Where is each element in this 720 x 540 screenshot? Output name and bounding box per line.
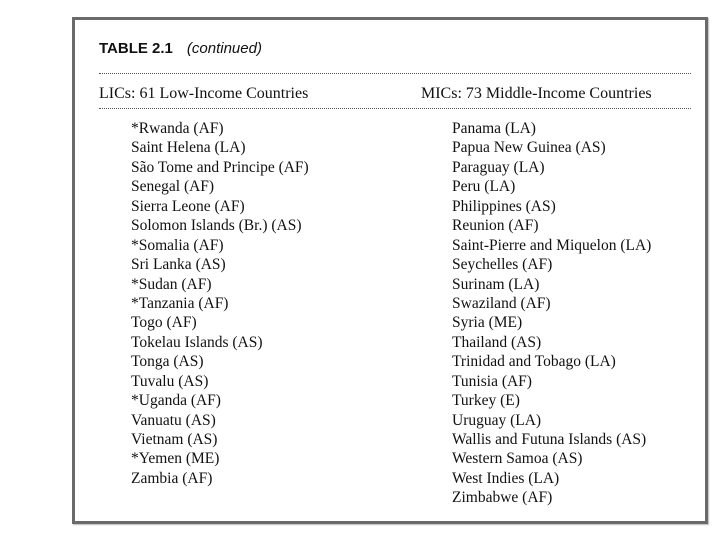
country-item: Sri Lanka (AS) xyxy=(131,256,226,274)
top-divider xyxy=(99,73,691,74)
country-item: *Somalia (AF) xyxy=(131,236,224,254)
country-item: São Tome and Principe (AF) xyxy=(131,158,309,176)
country-item: Tonga (AS) xyxy=(131,353,204,371)
country-item: Zambia (AF) xyxy=(131,469,213,487)
country-item: Solomon Islands (Br.) (AS) xyxy=(131,217,302,235)
lic-header: LICs: 61 Low-Income Countries xyxy=(99,85,309,102)
country-item: Zimbabwe (AF) xyxy=(452,489,553,507)
country-item: Western Samoa (AS) xyxy=(452,450,583,468)
country-item: Reunion (AF) xyxy=(452,217,539,235)
table-note: (continued) xyxy=(186,40,262,57)
country-item: *Tanzania (AF) xyxy=(131,294,229,312)
table-title xyxy=(99,40,262,57)
country-item: *Uganda (AF) xyxy=(131,392,221,410)
country-item: Thailand (AS) xyxy=(452,333,542,351)
country-item: *Yemen (ME) xyxy=(131,450,220,468)
country-item: *Rwanda (AF) xyxy=(131,120,224,137)
header-divider xyxy=(99,108,691,109)
country-item: Senegal (AF) xyxy=(131,178,215,196)
country-item: *Sudan (AF) xyxy=(131,275,212,293)
country-item: Paraguay (LA) xyxy=(452,158,545,176)
mic-list xyxy=(452,119,651,508)
country-item: Turkey (E) xyxy=(452,392,520,410)
country-item: Panama (LA) xyxy=(452,120,536,137)
country-item: West Indies (LA) xyxy=(452,469,560,487)
country-item: Swaziland (AF) xyxy=(452,294,551,312)
country-item: Vanuatu (AS) xyxy=(131,411,216,429)
country-item: Papua New Guinea (AS) xyxy=(452,139,606,157)
country-item: Wallis and Futuna Islands (AS) xyxy=(452,431,647,448)
country-item: Seychelles (AF) xyxy=(452,256,553,274)
country-item: Sierra Leone (AF) xyxy=(131,197,245,215)
country-item: Tunisia (AF) xyxy=(452,372,532,390)
country-item: Syria (ME) xyxy=(452,314,523,332)
country-item: Saint Helena (LA) xyxy=(131,139,246,157)
country-item: Tokelau Islands (AS) xyxy=(131,333,263,351)
mic-header: MICs: 73 Middle-Income Countries xyxy=(421,85,652,102)
country-item: Surinam (LA) xyxy=(452,275,540,293)
country-item: Saint-Pierre and Miquelon (LA) xyxy=(452,236,652,254)
country-item: Peru (LA) xyxy=(452,178,516,196)
country-item: Philippines (AS) xyxy=(452,197,556,215)
table-frame xyxy=(72,17,708,524)
country-item: Trinidad and Tobago (LA) xyxy=(452,353,616,371)
lic-list xyxy=(131,119,309,488)
country-item: Togo (AF) xyxy=(131,314,197,332)
country-item: Tuvalu (AS) xyxy=(131,372,209,390)
country-item: Vietnam (AS) xyxy=(131,431,218,448)
country-item: Uruguay (LA) xyxy=(452,411,542,429)
table-number: TABLE 2.1 xyxy=(99,40,173,57)
